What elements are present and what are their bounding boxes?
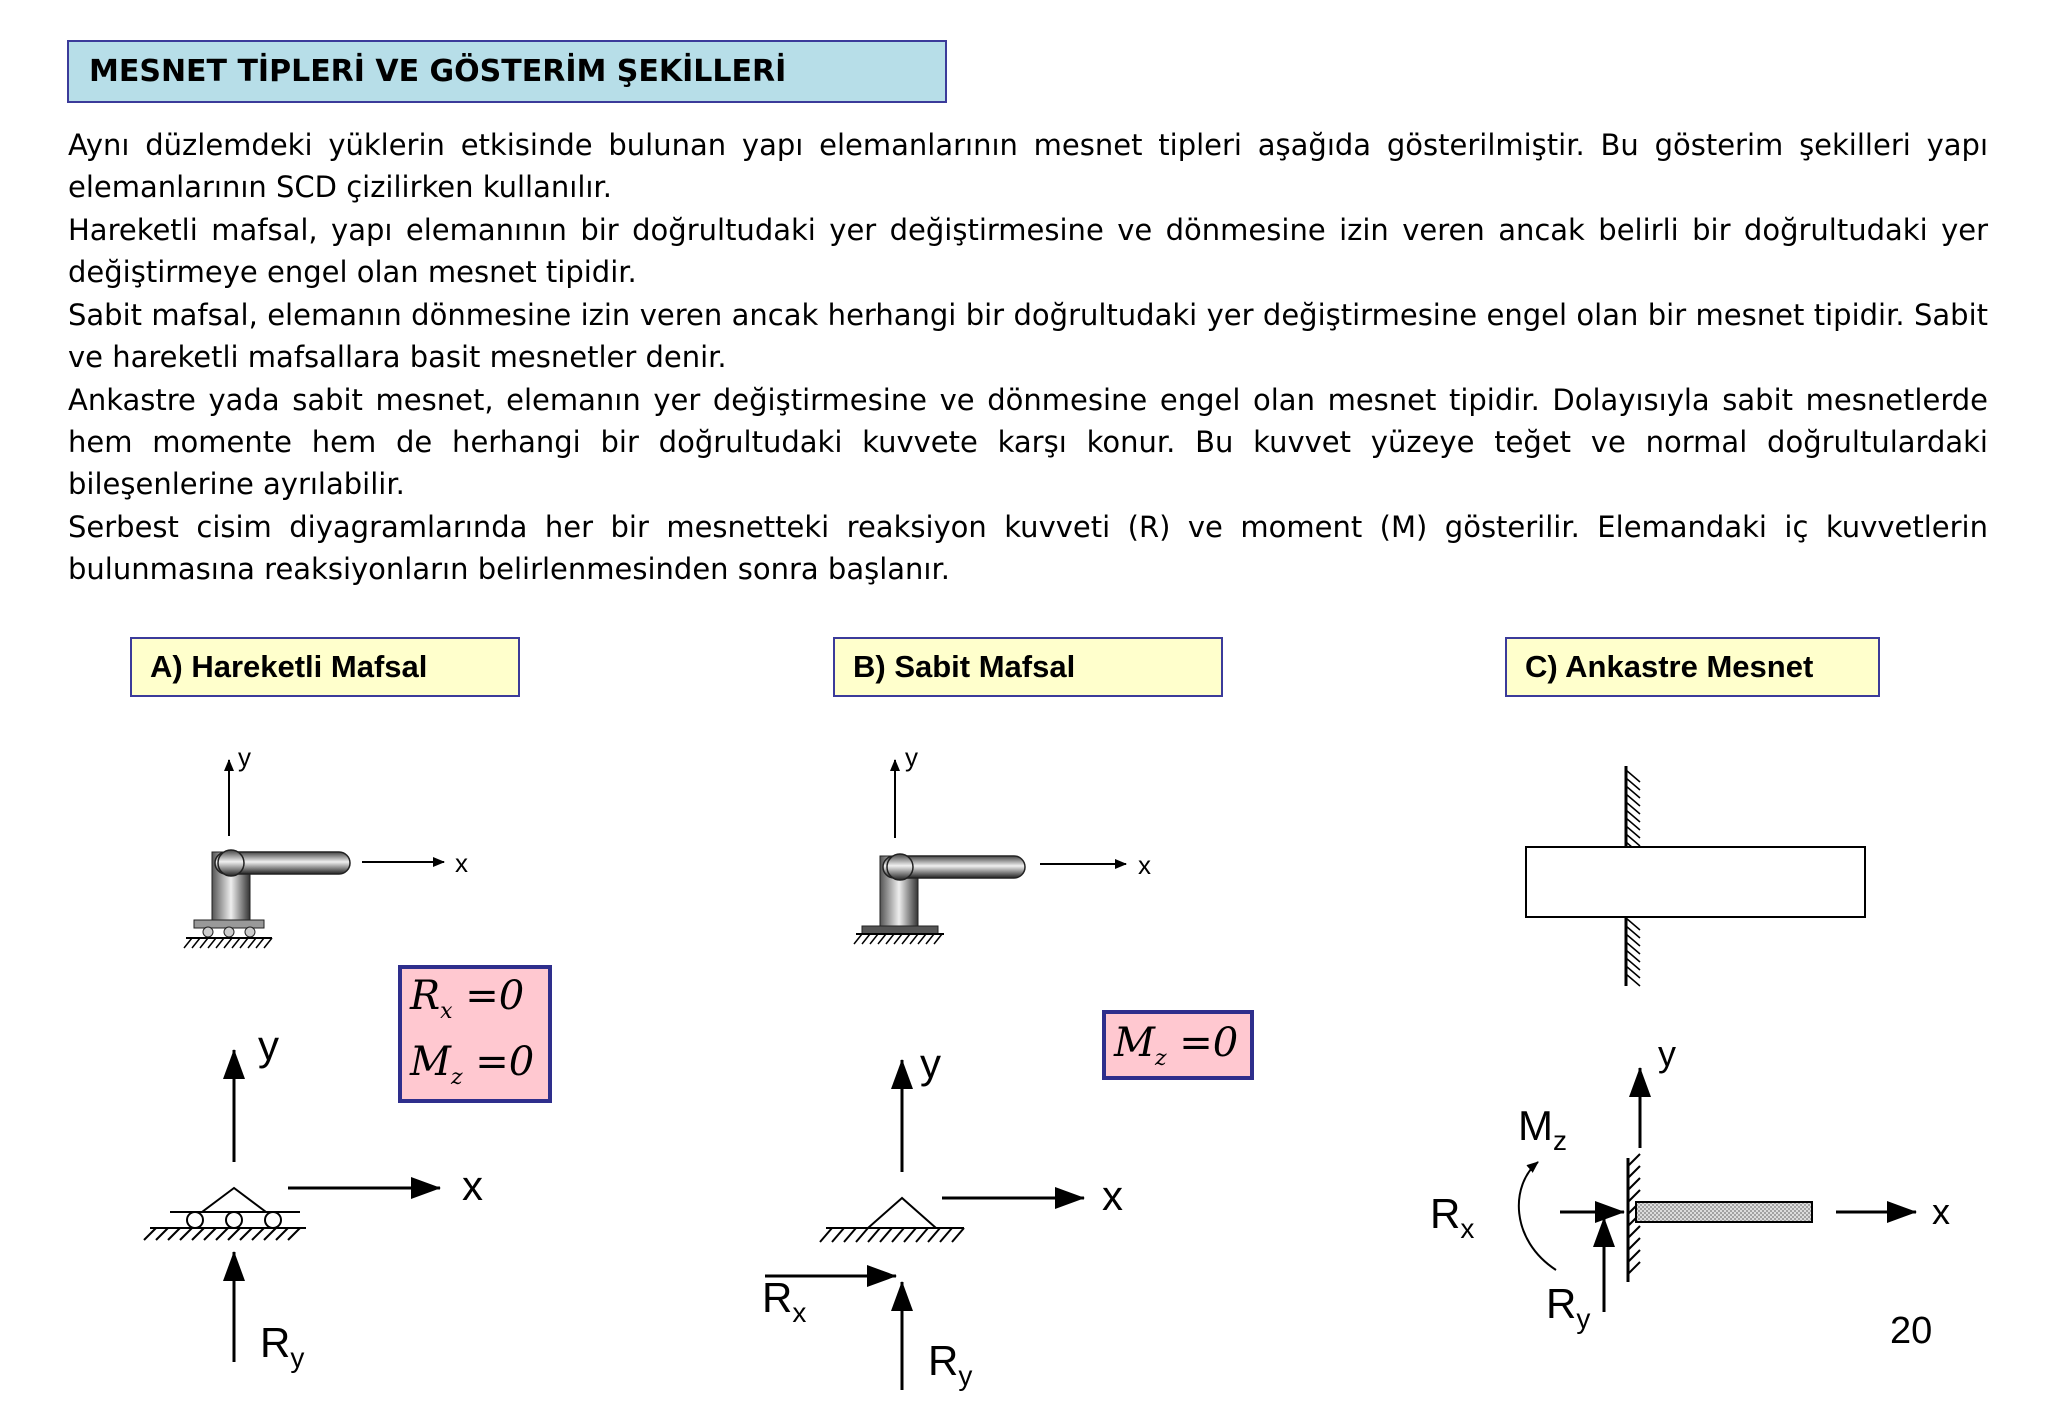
axis-x-label: x [1138,850,1151,880]
section-label-hareketli-mafsal: A) Hareketli Mafsal [130,637,520,697]
paragraph: Aynı düzlemdeki yüklerin etkisinde bulunan yapı elemanlarının mesnet tipleri aşağıda gösterilmiştir. Bu gösterim şekilleri yapı elemanlarının SCD çizilirken kullanılır. [68,128,1988,204]
section-label-sabit-mafsal: B) Sabit Mafsal [833,637,1223,697]
page-number: 20 [1890,1310,1933,1352]
fixed-support-schematic [1430,1033,1950,1334]
paragraph: Serbest cisim diyagramlarında her bir mesnetteki reaksiyon kuvveti (R) ve moment (M) gösterilir. Elemandaki iç kuvvetlerin bulunmasına reaksiyonların belirlenmesinden sonra başlanır. [68,510,1988,586]
paragraph: Ankastre yada sabit mesnet, elemanın yer değiştirmesine ve dönmesine engel olan mesnet tipidir. Dolayısıyla sabit mesnetlerde hem momente hem de herhangi bir doğrultudaki kuvvete karşı konur. Bu kuvvet yüzeye teğet ve normal doğrultulardaki bileşenlerine ayrılabilir. [68,383,1988,501]
axis-y-label: y [920,1040,941,1087]
axis-x-label: x [1102,1172,1123,1219]
pin-support-3d [854,742,1151,944]
equation-mz: $M_z =0$ [1114,1020,1239,1071]
fixed-support-wall [1526,766,1865,986]
reaction-ry-label: $R_y$ [928,1337,973,1391]
pin-support-schematic [762,1040,1123,1391]
axis-y-label: y [1658,1033,1676,1074]
axis-y-label: y [905,742,918,772]
axis-y-label: y [238,742,251,772]
fixed-beam-schematic [1636,1202,1812,1222]
equation-mz: $M_z =0$ [410,1039,535,1090]
section-label-ankastre-mesnet: C) Ankastre Mesnet [1505,637,1880,697]
axis-x-label: x [1932,1191,1950,1232]
moment-mz-label: $M_z$ [1518,1102,1567,1156]
roller-support-3d [184,742,468,948]
paragraph: Sabit mafsal, elemanın dönmesine izin veren ancak herhangi bir doğrultudaki yer değiştirmesine engel olan bir mesnet tipidir. Sabit ve hareketli mafsallara basit mesnetler denir. [68,298,1988,374]
equation-rx: $R_x =0$ [410,973,525,1024]
axis-y-label: y [258,1022,279,1069]
reaction-rx-label: $R_x$ [1430,1190,1475,1244]
paragraph: Hareketli mafsal, yapı elemanının bir doğrultudaki yer değiştirmesine ve dönmesine izin veren ancak belirli bir doğrultudaki yer değiştirmeye engel olan mesnet tipidir. [68,213,1988,289]
reaction-ry-label: $R_y$ [1546,1280,1591,1334]
reaction-rx-label: $R_x$ [762,1274,807,1328]
axis-x-label: x [462,1162,483,1209]
fixed-beam [1526,847,1865,917]
page-title: MESNET TİPLERİ VE GÖSTERİM ŞEKİLLERİ [67,40,947,103]
roller-support-schematic [144,1022,483,1373]
reaction-ry-label: $R_y$ [260,1319,305,1373]
axis-x-label: x [455,848,468,878]
